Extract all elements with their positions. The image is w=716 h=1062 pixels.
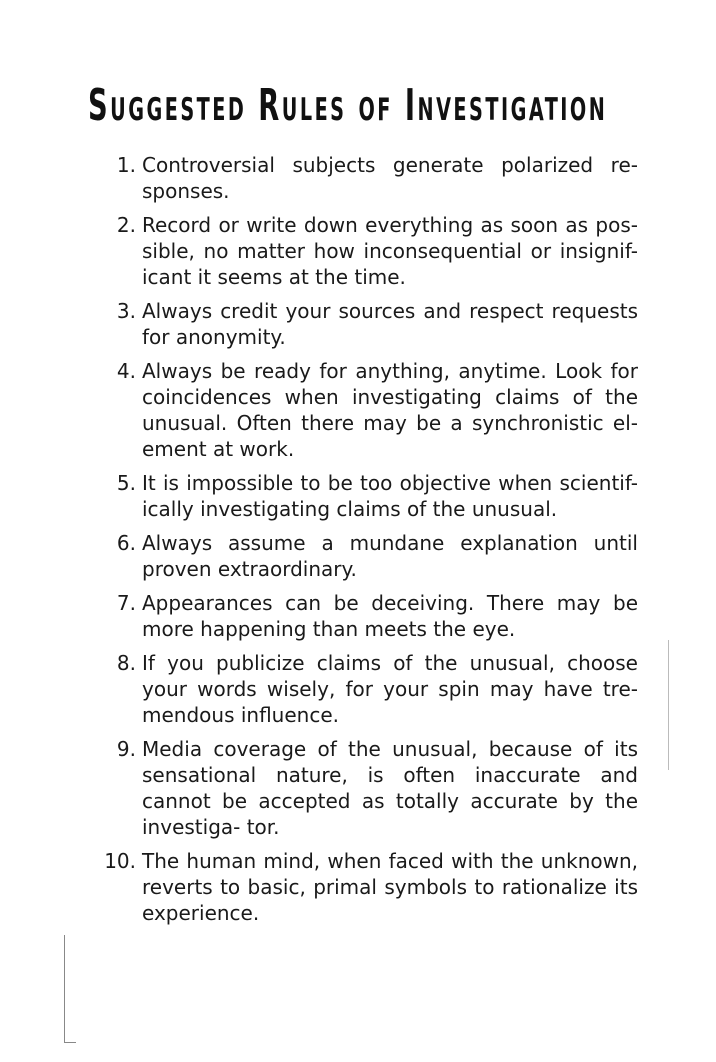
rule-text: Always be ready for anything, anytime. Look for coincidences when investigating claims of the unusual. Often there may be a synchronistic el- ement at work. — [142, 359, 638, 461]
rule-text: If you publicize claims of the unusual, choose your words wisely, for your spin may have tre- mendous influence. — [142, 651, 638, 727]
rule-number: 9. — [116, 737, 136, 761]
rule-text: Always assume a mundane explanation until proven extraordinary. — [142, 531, 638, 581]
rule-item-2 — [98, 212, 638, 290]
rule-item-1 — [98, 152, 638, 204]
scan-corner-mark — [64, 1042, 76, 1043]
rule-text: It is impossible to be too objective when scientif- ically investigating claims of the unusual. — [142, 471, 638, 521]
rule-number: 8. — [116, 651, 136, 675]
scan-edge-mark-right — [668, 640, 669, 770]
rule-item-10 — [98, 848, 638, 926]
rule-number: 5. — [116, 471, 136, 495]
rule-item-9 — [98, 736, 638, 840]
rule-number: 1. — [116, 153, 136, 177]
rule-number: 10. — [104, 849, 136, 873]
rules-list — [98, 152, 638, 934]
rule-number: 4. — [116, 359, 136, 383]
rule-text: The human mind, when faced with the unknown, reverts to basic, primal symbols to rationalize its experience. — [142, 849, 638, 925]
rule-item-6 — [98, 530, 638, 582]
rule-item-8 — [98, 650, 638, 728]
page-title: Suggested Rules of Investigation — [88, 80, 608, 131]
rule-text: Appearances can be deceiving. There may be more happening than meets the eye. — [142, 591, 638, 641]
rule-text: Always credit your sources and respect requests for anonymity. — [142, 299, 638, 349]
rule-text: Media coverage of the unusual, because of its sensational nature, is often inaccurate and cannot be accepted as totally accurate by the investiga- tor. — [142, 737, 638, 839]
rule-item-5 — [98, 470, 638, 522]
rule-number: 7. — [116, 591, 136, 615]
rule-text: Controversial subjects generate polarized re- sponses. — [142, 153, 638, 203]
rule-item-3 — [98, 298, 638, 350]
scan-edge-mark — [64, 935, 65, 1043]
rule-item-4 — [98, 358, 638, 462]
rule-text: Record or write down everything as soon as pos- sible, no matter how inconsequential or insignif- icant it seems at the time. — [142, 213, 638, 289]
rule-number: 3. — [116, 299, 136, 323]
rule-number: 6. — [116, 531, 136, 555]
rule-number: 2. — [116, 213, 136, 237]
rule-item-7 — [98, 590, 638, 642]
